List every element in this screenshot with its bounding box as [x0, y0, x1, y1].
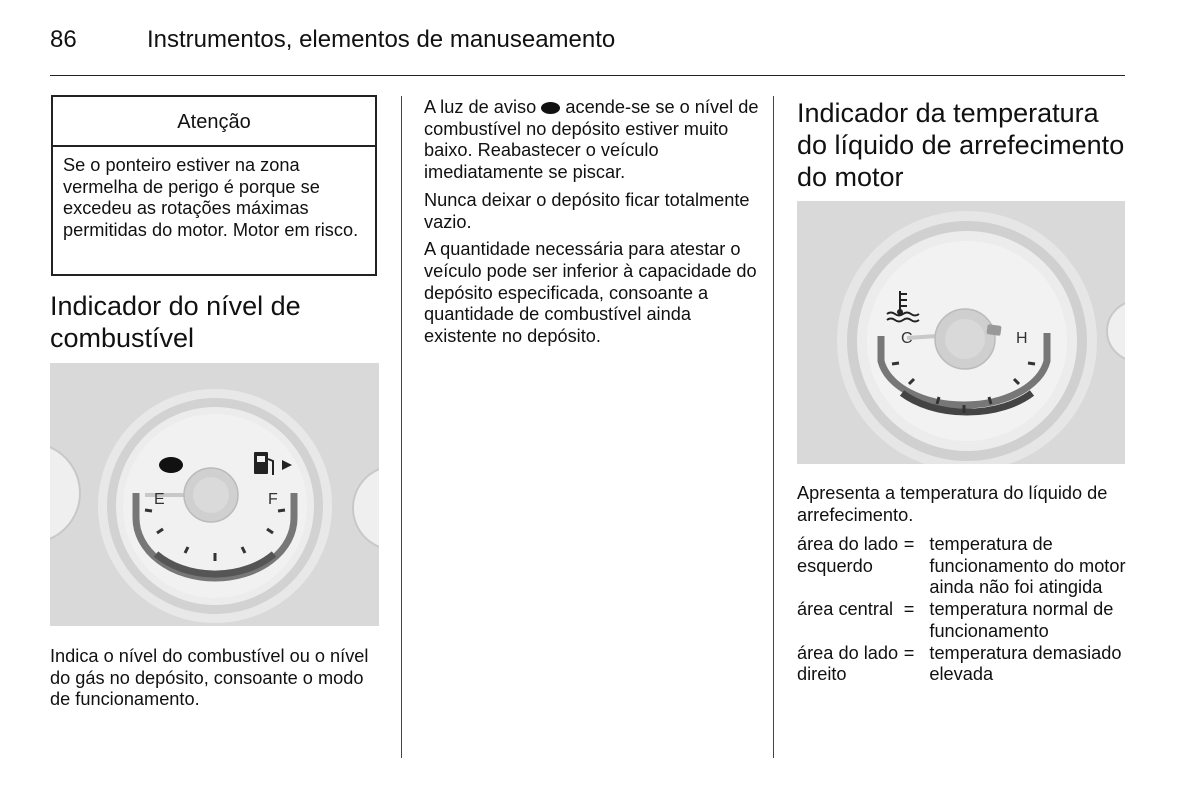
warning-light-paragraph [424, 97, 759, 184]
page-header-title: Instrumentos, elementos de manuseamento [147, 26, 616, 53]
never-empty-paragraph: Nunca deixar o depósito ficar totalmente vazio. [424, 189, 750, 232]
column-divider-1 [401, 96, 402, 758]
definition-row-left [797, 534, 1127, 599]
definition-term: área do lado esquerdo [797, 534, 899, 576]
header-divider [50, 75, 1125, 76]
temp-gauge-label-h: H [1016, 330, 1028, 347]
definition-term: área central [797, 599, 894, 620]
definition-row-central [797, 599, 1127, 642]
fuel-caption: Indica o nível do combustível ou o nível do gás no depósito, consoante o modo de funcionamento. [50, 646, 369, 710]
page-number: 86 [50, 26, 77, 53]
warning-text: Se o ponteiro estiver na zona vermelha de perigo é porque se excedeu as rotações máximas permitidas do motor. Motor em risco. [63, 155, 359, 241]
warning-light-text-end: acende-se se o nível de combustível no depósito estiver muito baixo. Reabastecer o veículo imediatamente se piscar. [424, 97, 759, 183]
definition-description: temperatura normal de funcionamento [929, 599, 1114, 641]
definition-equals: = [903, 642, 915, 663]
refill-quantity-paragraph: A quantidade necessária para atestar o veículo pode ser inferior à capacidade do depósito especificada, consoante a quantidade de combustível ainda existente no depósito. [424, 239, 757, 347]
definition-row-right [797, 643, 1127, 686]
definition-equals: = [903, 599, 915, 620]
temp-definitions [797, 534, 1127, 686]
fuel-gauge-label-f: F [268, 491, 278, 508]
fuel-gauge-illustration [50, 363, 379, 626]
definition-description: temperatura de funcionamento do motor ainda não foi atingida [929, 534, 1126, 598]
definition-term: área do lado direito [797, 642, 899, 685]
temp-section-heading: Indicador da temperatura do líquido de arrefecimento do motor [797, 98, 1125, 192]
temp-intro: Apresenta a temperatura do líquido de arrefecimento. [797, 483, 1108, 525]
warning-box [51, 95, 377, 276]
column-divider-2 [773, 96, 774, 758]
fuel-section-heading: Indicador do nível de combustível [50, 291, 301, 353]
middle-column-text [424, 97, 759, 354]
warning-light-text-start: A luz de aviso [424, 97, 537, 117]
temperature-gauge-illustration [797, 201, 1125, 464]
temp-gauge-label-c: C [901, 330, 913, 347]
fuel-gauge-label-e: E [154, 491, 165, 508]
definition-equals: = [903, 534, 915, 554]
warning-title: Atenção [53, 97, 375, 147]
fuel-warning-light-icon [541, 102, 560, 114]
definition-description: temperatura demasiado elevada [929, 642, 1122, 685]
